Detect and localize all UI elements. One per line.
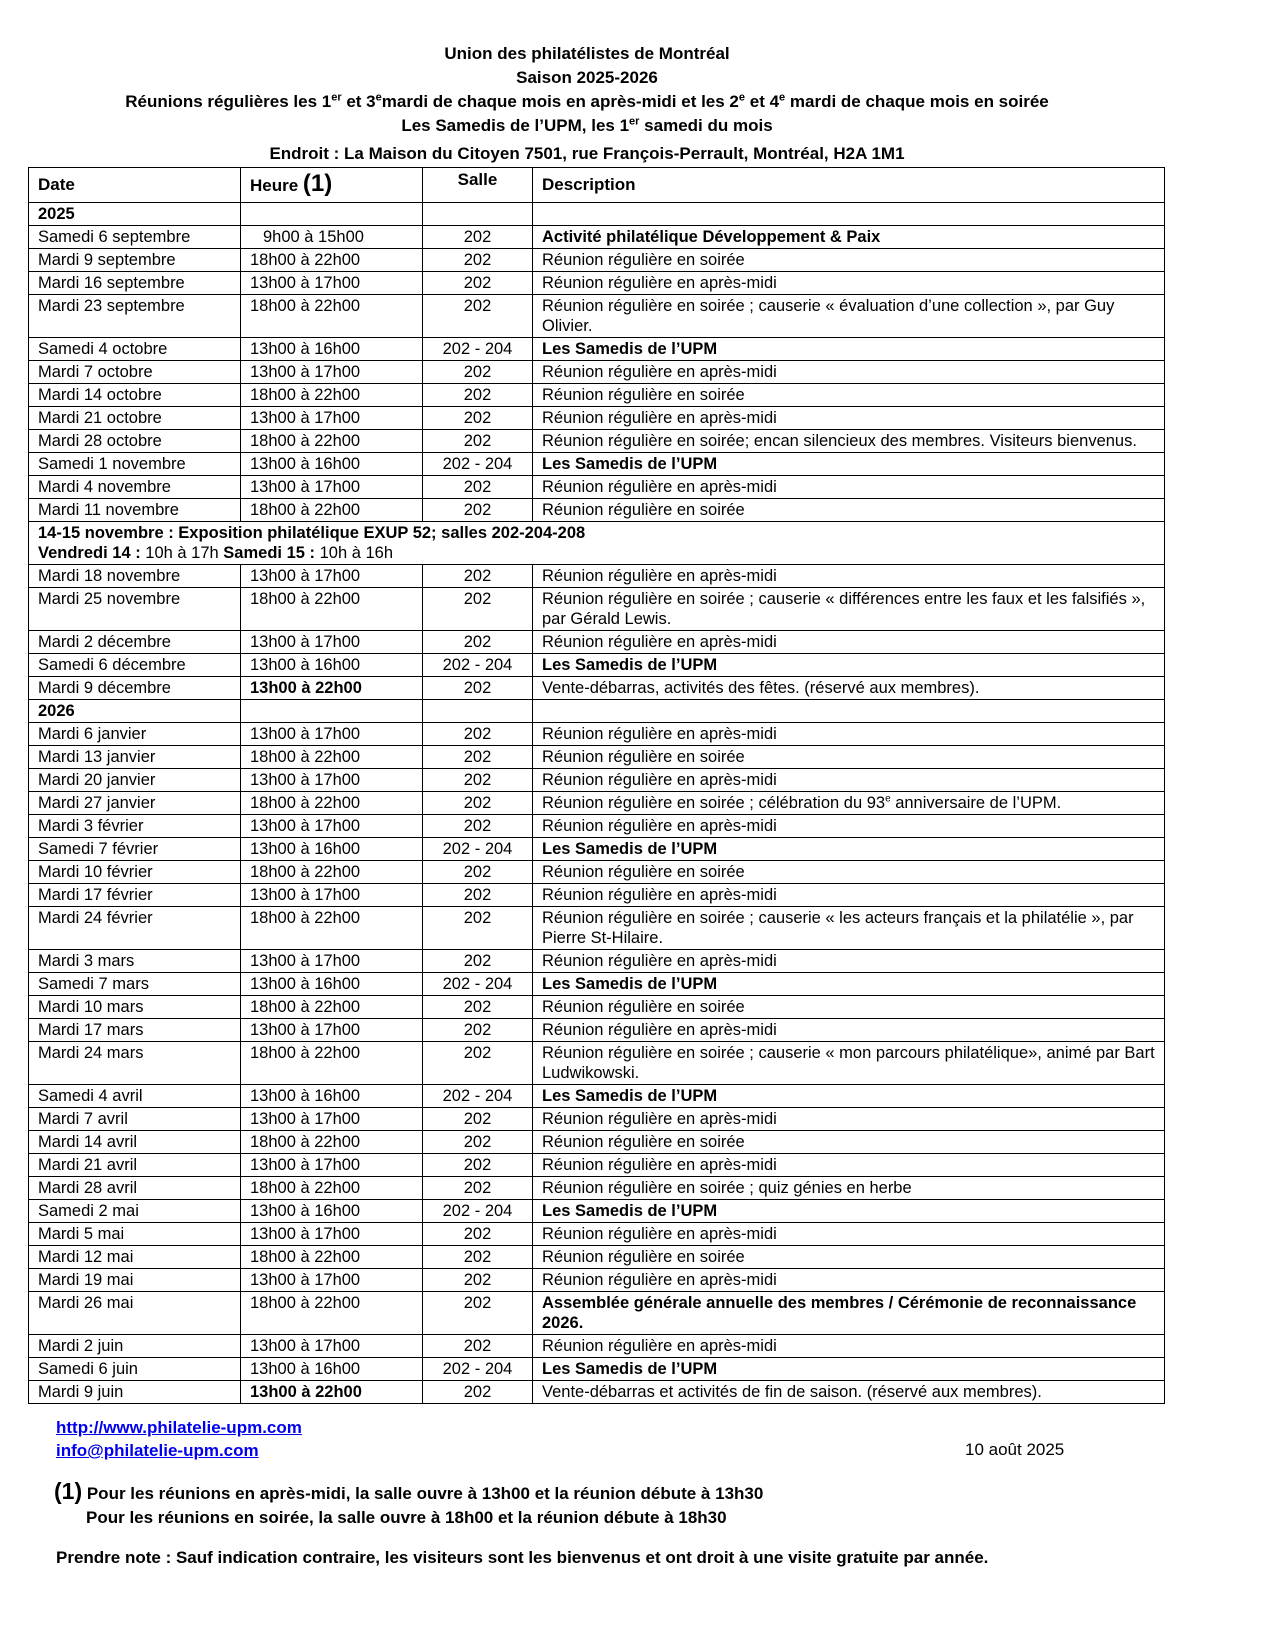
cell-date: Mardi 11 novembre [29, 499, 241, 522]
table-row [29, 1358, 1165, 1381]
cell-heure: 9h00 à 15h00 [241, 226, 423, 249]
expo-title: 14-15 novembre : Exposition philatélique EXUP 52; salles 202-204-208 [38, 524, 586, 542]
cell-heure: 18h00 à 22h00 [241, 295, 423, 338]
cell-description: Réunion régulière en soirée ; célébration du 93e anniversaire de l’UPM. [533, 792, 1165, 815]
cell-salle: 202 [423, 407, 533, 430]
cell-salle: 202 [423, 1154, 533, 1177]
season-title: Saison 2025-2026 [516, 68, 658, 87]
cell-date: Mardi 12 mai [29, 1246, 241, 1269]
table-row [29, 1200, 1165, 1223]
cell-description: Réunion régulière en après-midi [533, 1108, 1165, 1131]
cell-heure: 13h00 à 17h00 [241, 1154, 423, 1177]
year-row-2026: 2026 [29, 700, 1165, 723]
cell-description: Réunion régulière en après-midi [533, 950, 1165, 973]
table-row [29, 1131, 1165, 1154]
table-row [29, 723, 1165, 746]
cell-description: Réunion régulière en soirée [533, 996, 1165, 1019]
email-link[interactable]: info@philatelie-upm.com [56, 1441, 259, 1460]
table-row [29, 272, 1165, 295]
cell-description: Réunion régulière en après-midi [533, 1019, 1165, 1042]
cell-description: Réunion régulière en soirée ; causerie « évaluation d’une collection », par Guy Olivier. [533, 295, 1165, 338]
cell-heure: 18h00 à 22h00 [241, 907, 423, 950]
document-header [28, 42, 1146, 166]
expo-row [29, 522, 1165, 565]
cell-description: Réunion régulière en soirée ; causerie « mon parcours philatélique», animé par Bart Ludwikowski. [533, 1042, 1165, 1085]
cell-salle: 202 - 204 [423, 838, 533, 861]
cell-date: Mardi 28 avril [29, 1177, 241, 1200]
cell-heure: 13h00 à 17h00 [241, 272, 423, 295]
cell-description: Vente-débarras et activités de fin de saison. (réservé aux membres). [533, 1381, 1165, 1404]
cell-date: Mardi 26 mai [29, 1292, 241, 1335]
cell-description: Vente-débarras, activités des fêtes. (réservé aux membres). [533, 677, 1165, 700]
footer-links [56, 1416, 302, 1462]
cell-description: Réunion régulière en après-midi [533, 1335, 1165, 1358]
table-row [29, 792, 1165, 815]
cell-heure: 13h00 à 17h00 [241, 815, 423, 838]
table-row [29, 453, 1165, 476]
cell-salle: 202 [423, 815, 533, 838]
cell-heure: 13h00 à 17h00 [241, 723, 423, 746]
cell-heure: 18h00 à 22h00 [241, 996, 423, 1019]
cell-heure: 18h00 à 22h00 [241, 1292, 423, 1335]
cell-description: Réunion régulière en soirée ; causerie « différences entre les faux et les falsifiés », par Gérald Lewis. [533, 588, 1165, 631]
cell-salle: 202 [423, 677, 533, 700]
cell-description: Les Samedis de l’UPM [533, 654, 1165, 677]
cell-description: Réunion régulière en soirée [533, 384, 1165, 407]
cell-date: Mardi 3 mars [29, 950, 241, 973]
table-row [29, 907, 1165, 950]
document-date: 10 août 2025 [965, 1440, 1065, 1459]
cell-description: Activité philatélique Développement & Paix [533, 226, 1165, 249]
table-row [29, 1269, 1165, 1292]
cell-salle: 202 [423, 1246, 533, 1269]
cell-date: Mardi 20 janvier [29, 769, 241, 792]
cell-description: Les Samedis de l’UPM [533, 338, 1165, 361]
cell-date: Mardi 24 mars [29, 1042, 241, 1085]
cell-salle: 202 [423, 1223, 533, 1246]
location-line: Endroit : La Maison du Citoyen 7501, rue François-Perrault, Montréal, H2A 1M1 [269, 144, 905, 163]
cell-date: Mardi 5 mai [29, 1223, 241, 1246]
cell-date: Mardi 17 mars [29, 1019, 241, 1042]
cell-date: Mardi 4 novembre [29, 476, 241, 499]
cell-date: Mardi 9 décembre [29, 677, 241, 700]
cell-salle: 202 [423, 1381, 533, 1404]
cell-heure: 18h00 à 22h00 [241, 746, 423, 769]
cell-description: Assemblée générale annuelle des membres / Cérémonie de reconnaissance 2026. [533, 1292, 1165, 1335]
cell-description: Réunion régulière en après-midi [533, 815, 1165, 838]
website-link[interactable]: http://www.philatelie-upm.com [56, 1418, 302, 1437]
cell-date: Mardi 10 mars [29, 996, 241, 1019]
table-header-row [29, 168, 1165, 203]
cell-description: Réunion régulière en soirée [533, 861, 1165, 884]
table-row [29, 973, 1165, 996]
cell-salle: 202 [423, 295, 533, 338]
cell-heure: 18h00 à 22h00 [241, 1042, 423, 1085]
year-row-2025: 2025 [29, 203, 1165, 226]
expo-hours: Vendredi 14 : 10h à 17h Samedi 15 : 10h à 16h [38, 544, 394, 562]
cell-date: Mardi 24 février [29, 907, 241, 950]
cell-date: Samedi 7 mars [29, 973, 241, 996]
cell-salle: 202 [423, 565, 533, 588]
cell-description: Réunion régulière en après-midi [533, 1223, 1165, 1246]
footnote-marker: (1) [54, 1478, 83, 1504]
cell-description: Réunion régulière en après-midi [533, 631, 1165, 654]
cell-heure: 13h00 à 17h00 [241, 1269, 423, 1292]
cell-date: Samedi 4 avril [29, 1085, 241, 1108]
cell-salle: 202 [423, 723, 533, 746]
cell-description: Réunion régulière en après-midi [533, 884, 1165, 907]
cell-salle: 202 [423, 1042, 533, 1085]
table-row [29, 338, 1165, 361]
cell-salle: 202 - 204 [423, 654, 533, 677]
cell-description: Les Samedis de l’UPM [533, 453, 1165, 476]
cell-salle: 202 [423, 792, 533, 815]
footnote-line1: Pour les réunions en après-midi, la salle ouvre à 13h00 et la réunion débute à 13h30 [82, 1484, 764, 1503]
table-row [29, 361, 1165, 384]
table-row [29, 249, 1165, 272]
cell-date: Mardi 2 décembre [29, 631, 241, 654]
cell-description: Réunion régulière en après-midi [533, 361, 1165, 384]
header-date: Date [29, 168, 241, 203]
cell-salle: 202 [423, 361, 533, 384]
cell-date: Mardi 17 février [29, 884, 241, 907]
cell-date: Samedi 1 novembre [29, 453, 241, 476]
table-row [29, 384, 1165, 407]
table-row [29, 1154, 1165, 1177]
table-row [29, 226, 1165, 249]
cell-description: Réunion régulière en soirée [533, 746, 1165, 769]
table-row [29, 499, 1165, 522]
cell-date: Mardi 27 janvier [29, 792, 241, 815]
cell-date: Mardi 16 septembre [29, 272, 241, 295]
table-row [29, 838, 1165, 861]
cell-description: Les Samedis de l’UPM [533, 1358, 1165, 1381]
cell-salle: 202 - 204 [423, 1200, 533, 1223]
cell-salle: 202 [423, 1292, 533, 1335]
table-row [29, 1085, 1165, 1108]
cell-description: Réunion régulière en après-midi [533, 723, 1165, 746]
cell-salle: 202 [423, 588, 533, 631]
cell-date: Mardi 23 septembre [29, 295, 241, 338]
table-row [29, 430, 1165, 453]
cell-heure: 13h00 à 16h00 [241, 838, 423, 861]
table-row [29, 654, 1165, 677]
cell-salle: 202 [423, 907, 533, 950]
cell-salle: 202 [423, 249, 533, 272]
cell-description: Réunion régulière en après-midi [533, 1154, 1165, 1177]
cell-description: Réunion régulière en après-midi [533, 272, 1165, 295]
table-row [29, 677, 1165, 700]
cell-date: Mardi 21 avril [29, 1154, 241, 1177]
cell-date: Mardi 3 février [29, 815, 241, 838]
cell-salle: 202 [423, 272, 533, 295]
cell-heure: 18h00 à 22h00 [241, 1246, 423, 1269]
cell-salle: 202 [423, 1269, 533, 1292]
cell-heure: 13h00 à 17h00 [241, 361, 423, 384]
cell-heure: 18h00 à 22h00 [241, 249, 423, 272]
footnote-line2: Pour les réunions en soirée, la salle ouvre à 18h00 et la réunion débute à 18h30 [86, 1508, 727, 1527]
cell-date: Mardi 14 octobre [29, 384, 241, 407]
cell-date: Samedi 4 octobre [29, 338, 241, 361]
cell-heure: 13h00 à 16h00 [241, 338, 423, 361]
table-row [29, 815, 1165, 838]
table-row [29, 769, 1165, 792]
table-row [29, 1042, 1165, 1085]
header-description: Description [533, 168, 1165, 203]
cell-description: Réunion régulière en soirée [533, 249, 1165, 272]
cell-salle: 202 [423, 1108, 533, 1131]
cell-heure: 13h00 à 17h00 [241, 769, 423, 792]
cell-salle: 202 [423, 996, 533, 1019]
table-row [29, 1223, 1165, 1246]
cell-heure: 13h00 à 17h00 [241, 631, 423, 654]
cell-salle: 202 - 204 [423, 1358, 533, 1381]
cell-date: Mardi 6 janvier [29, 723, 241, 746]
cell-heure: 13h00 à 17h00 [241, 1335, 423, 1358]
cell-heure: 13h00 à 16h00 [241, 1200, 423, 1223]
cell-heure: 13h00 à 17h00 [241, 1223, 423, 1246]
cell-date: Mardi 10 février [29, 861, 241, 884]
cell-salle: 202 [423, 1019, 533, 1042]
samedis-line: Les Samedis de l’UPM, les 1er samedi du mois [401, 115, 773, 135]
cell-heure: 13h00 à 17h00 [241, 1108, 423, 1131]
cell-heure: 13h00 à 17h00 [241, 884, 423, 907]
cell-salle: 202 - 204 [423, 453, 533, 476]
cell-date: Samedi 2 mai [29, 1200, 241, 1223]
cell-description: Réunion régulière en soirée [533, 499, 1165, 522]
cell-description: Les Samedis de l’UPM [533, 1200, 1165, 1223]
cell-salle: 202 - 204 [423, 973, 533, 996]
cell-description: Les Samedis de l’UPM [533, 838, 1165, 861]
cell-description: Les Samedis de l’UPM [533, 1085, 1165, 1108]
cell-heure: 13h00 à 16h00 [241, 973, 423, 996]
cell-salle: 202 [423, 1131, 533, 1154]
cell-salle: 202 [423, 430, 533, 453]
cell-description: Réunion régulière en après-midi [533, 565, 1165, 588]
cell-description: Réunion régulière en après-midi [533, 769, 1165, 792]
cell-date: Samedi 7 février [29, 838, 241, 861]
cell-date: Samedi 6 juin [29, 1358, 241, 1381]
cell-date: Mardi 14 avril [29, 1131, 241, 1154]
cell-date: Mardi 9 juin [29, 1381, 241, 1404]
cell-description: Réunion régulière en soirée [533, 1131, 1165, 1154]
cell-salle: 202 [423, 631, 533, 654]
cell-salle: 202 [423, 746, 533, 769]
cell-heure: 13h00 à 17h00 [241, 476, 423, 499]
cell-description: Réunion régulière en soirée [533, 1246, 1165, 1269]
cell-heure: 18h00 à 22h00 [241, 588, 423, 631]
cell-salle: 202 [423, 384, 533, 407]
cell-date: Mardi 9 septembre [29, 249, 241, 272]
table-row [29, 1381, 1165, 1404]
cell-description: Réunion régulière en après-midi [533, 407, 1165, 430]
cell-salle: 202 [423, 861, 533, 884]
cell-salle: 202 [423, 769, 533, 792]
cell-heure: 18h00 à 22h00 [241, 1131, 423, 1154]
prendre-note: Prendre note : Sauf indication contraire, les visiteurs sont les bienvenus et ont droit à une visite gratuite par année. [56, 1548, 989, 1567]
cell-salle: 202 [423, 226, 533, 249]
cell-date: Mardi 13 janvier [29, 746, 241, 769]
cell-date: Mardi 21 octobre [29, 407, 241, 430]
cell-salle: 202 [423, 499, 533, 522]
cell-heure: 13h00 à 17h00 [241, 407, 423, 430]
cell-salle: 202 [423, 884, 533, 907]
cell-description: Réunion régulière en après-midi [533, 476, 1165, 499]
table-row [29, 588, 1165, 631]
cell-description: Réunion régulière en soirée; encan silencieux des membres. Visiteurs bienvenus. [533, 430, 1165, 453]
cell-heure: 13h00 à 17h00 [241, 565, 423, 588]
org-title: Union des philatélistes de Montréal [444, 44, 730, 63]
table-row [29, 746, 1165, 769]
cell-date: Mardi 2 juin [29, 1335, 241, 1358]
table-row [29, 476, 1165, 499]
table-row [29, 1292, 1165, 1335]
cell-heure: 13h00 à 16h00 [241, 654, 423, 677]
cell-salle: 202 [423, 950, 533, 973]
table-row [29, 1019, 1165, 1042]
meetings-line: Réunions régulières les 1er et 3emardi de chaque mois en après-midi et les 2e et 4e mardi de chaque mois en soirée [125, 91, 1049, 111]
cell-heure: 13h00 à 16h00 [241, 1358, 423, 1381]
footnote [54, 1479, 763, 1530]
cell-salle: 202 [423, 1177, 533, 1200]
cell-date: Mardi 18 novembre [29, 565, 241, 588]
table-row [29, 1177, 1165, 1200]
cell-salle: 202 - 204 [423, 338, 533, 361]
cell-date: Mardi 25 novembre [29, 588, 241, 631]
cell-heure: 18h00 à 22h00 [241, 499, 423, 522]
cell-date: Mardi 7 avril [29, 1108, 241, 1131]
table-row [29, 884, 1165, 907]
table-row [29, 565, 1165, 588]
cell-heure: 18h00 à 22h00 [241, 430, 423, 453]
table-row [29, 631, 1165, 654]
header-salle: Salle [423, 168, 533, 203]
cell-heure: 13h00 à 22h00 [241, 677, 423, 700]
table-row [29, 861, 1165, 884]
cell-heure: 13h00 à 16h00 [241, 453, 423, 476]
cell-heure: 18h00 à 22h00 [241, 1177, 423, 1200]
table-row [29, 295, 1165, 338]
table-row [29, 1108, 1165, 1131]
cell-salle: 202 [423, 476, 533, 499]
table-row [29, 1246, 1165, 1269]
cell-heure: 13h00 à 22h00 [241, 1381, 423, 1404]
cell-heure: 13h00 à 17h00 [241, 1019, 423, 1042]
cell-description: Réunion régulière en soirée ; quiz génies en herbe [533, 1177, 1165, 1200]
cell-heure: 18h00 à 22h00 [241, 384, 423, 407]
schedule-table [28, 167, 1165, 1404]
cell-date: Samedi 6 décembre [29, 654, 241, 677]
table-row [29, 996, 1165, 1019]
cell-heure: 18h00 à 22h00 [241, 861, 423, 884]
cell-date: Samedi 6 septembre [29, 226, 241, 249]
cell-description: Les Samedis de l’UPM [533, 973, 1165, 996]
cell-date: Mardi 28 octobre [29, 430, 241, 453]
cell-salle: 202 [423, 1335, 533, 1358]
cell-description: Réunion régulière en après-midi [533, 1269, 1165, 1292]
cell-date: Mardi 19 mai [29, 1269, 241, 1292]
table-row [29, 950, 1165, 973]
header-heure: Heure (1) [241, 168, 423, 203]
cell-date: Mardi 7 octobre [29, 361, 241, 384]
cell-heure: 18h00 à 22h00 [241, 792, 423, 815]
table-row [29, 1335, 1165, 1358]
cell-salle: 202 - 204 [423, 1085, 533, 1108]
cell-heure: 13h00 à 17h00 [241, 950, 423, 973]
cell-description: Réunion régulière en soirée ; causerie « les acteurs français et la philatélie », par Pierre St-Hilaire. [533, 907, 1165, 950]
table-row [29, 407, 1165, 430]
cell-heure: 13h00 à 16h00 [241, 1085, 423, 1108]
